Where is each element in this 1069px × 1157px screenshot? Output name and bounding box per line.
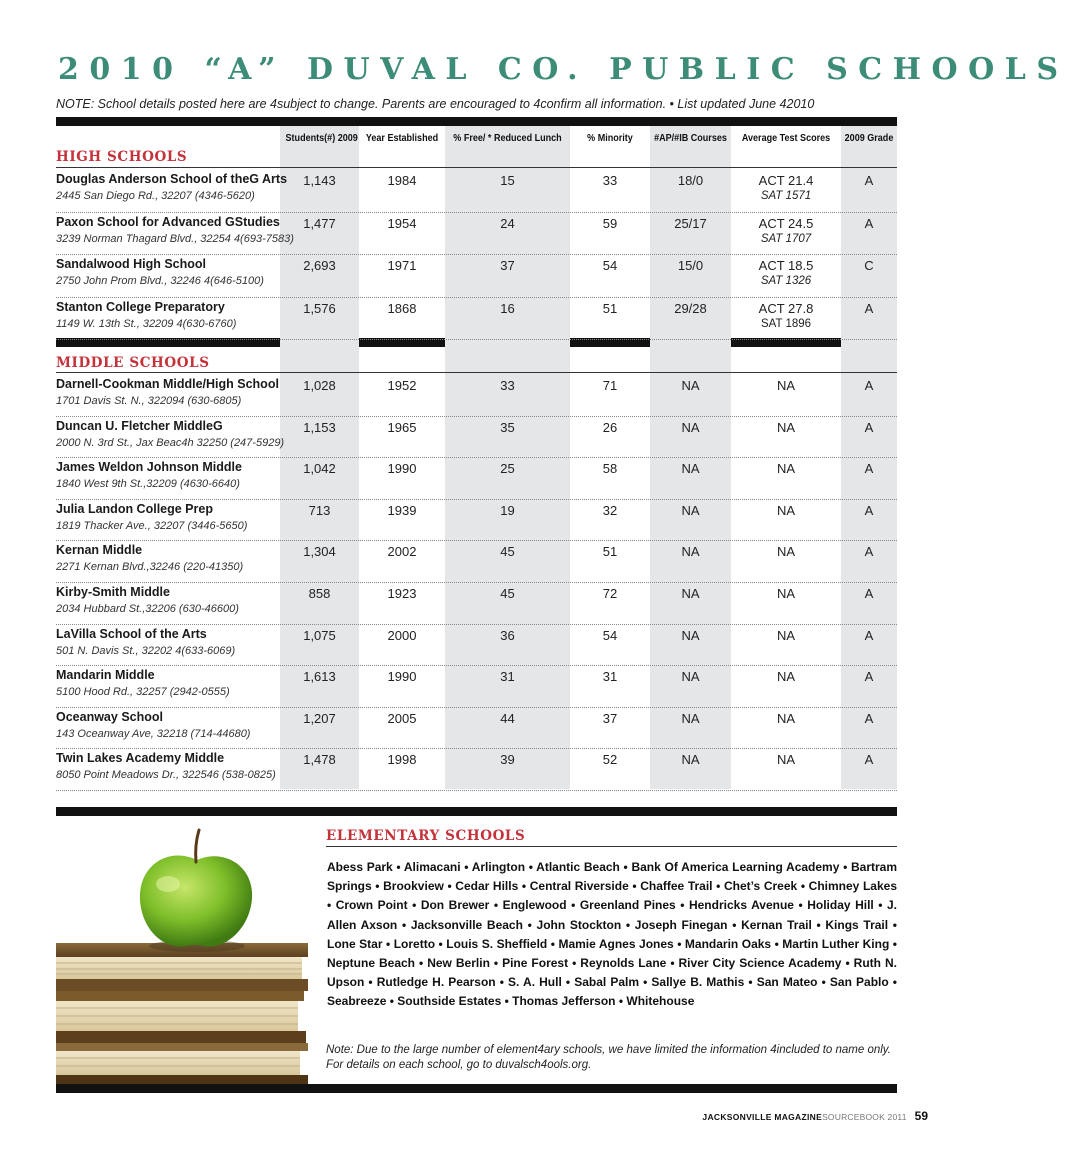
students-cell: 1,304 [303, 544, 336, 560]
score-cell: NA [776, 752, 796, 768]
courses-cell: NA [681, 586, 700, 601]
school-address: 5100 Hood Rd., 32257 (2942-0555) [56, 686, 230, 699]
year-cell: 1965 [387, 419, 417, 435]
year-cell: 1868 [387, 300, 417, 316]
elementary-note: Note: Due to the large number of element4ary schools, we have limited the information 4included to name only. For details on each school, go to duvalsch4ools.org. [326, 1044, 891, 1071]
year-cell: 1954 [387, 215, 417, 231]
school-address: 8050 Point Meadows Dr., 322546 (538-0825) [56, 769, 276, 782]
courses-cell: NA [681, 419, 700, 435]
courses-cell: 29/28 [674, 300, 707, 316]
grade-cell: A [864, 300, 874, 316]
courses-cell: NA [681, 669, 700, 685]
middle-schools-title: MIDDLE SCHOOLS [56, 355, 210, 371]
table-row [56, 170, 897, 213]
grade-cell: A [864, 627, 874, 643]
students-cell: 2,693 [303, 258, 336, 273]
grade-cell: A [864, 544, 874, 560]
minority-cell: 71 [602, 378, 618, 393]
score-cell: NA [776, 627, 796, 643]
lunch-cell: 31 [500, 669, 515, 685]
page-title: 2010 “A” DUVAL CO. PUBLIC SCHOOLS [58, 52, 1069, 87]
score-cell: NA [776, 710, 796, 726]
table-bottom-rule [56, 807, 897, 816]
top-rule [56, 117, 897, 126]
minority-cell: 72 [602, 586, 618, 601]
grade-cell: A [864, 378, 874, 393]
students-cell: 1,042 [303, 461, 336, 477]
year-cell: 1984 [387, 173, 417, 188]
year-cell: 2005 [387, 710, 417, 726]
table-row [56, 625, 897, 667]
table-row [56, 500, 897, 542]
lunch-cell: 36 [500, 627, 515, 643]
lunch-cell: 45 [500, 586, 515, 601]
students-cell: 1,576 [303, 300, 336, 316]
school-name: Sandalwood High School [56, 257, 206, 271]
score-secondary-cell: SAT 1326 [760, 275, 812, 287]
school-address: 143 Oceanway Ave, 32218 (714-44680) [56, 727, 251, 740]
courses-cell: NA [681, 710, 700, 726]
grade-cell: A [864, 461, 874, 477]
table-row [56, 666, 897, 708]
table-row [56, 583, 897, 625]
school-address: 501 N. Davis St., 32202 4(633-6069) [56, 644, 236, 657]
students-cell: 1,207 [303, 710, 336, 726]
score-cell: ACT 21.4 [758, 173, 814, 188]
grade-cell: A [864, 502, 874, 518]
table-row [56, 541, 897, 583]
school-name: Twin Lakes Academy Middle [56, 751, 225, 766]
lunch-cell: 16 [500, 300, 515, 316]
year-cell: 2002 [387, 544, 417, 560]
year-cell: 1952 [387, 378, 417, 393]
courses-cell: NA [681, 544, 700, 560]
school-name: Douglas Anderson School of theG Arts [56, 172, 288, 186]
score-cell: NA [776, 669, 796, 685]
school-address: 1149 W. 13th St., 32209 4(630-6760) [56, 317, 237, 330]
year-cell: 1923 [387, 586, 417, 601]
minority-cell: 51 [602, 544, 618, 560]
col-students: Students(#) 2009 [285, 132, 358, 144]
grade-cell: A [864, 752, 874, 768]
school-address: 2034 Hubbard St.,32206 (630-46600) [56, 603, 239, 615]
table-row [56, 255, 897, 298]
table-row [56, 375, 897, 417]
school-name: Duncan U. Fletcher MiddleG [56, 418, 223, 433]
lunch-cell: 25 [500, 461, 515, 477]
table-row [56, 213, 897, 256]
score-secondary-cell: SAT 1896 [760, 317, 812, 330]
year-cell: 1990 [387, 461, 417, 477]
students-cell: 1,153 [303, 419, 336, 435]
table-row [56, 298, 897, 341]
footer-book: SOURCEBOOK 2011 [822, 1112, 907, 1122]
grade-cell: A [864, 669, 874, 685]
year-cell: 1939 [387, 502, 417, 518]
elementary-bottom-rule [56, 1084, 897, 1093]
school-name: Oceanway School [56, 709, 163, 724]
school-address: 2445 San Diego Rd., 32207 (4346-5620) [56, 190, 255, 202]
school-address: 1840 West 9th St.,32209 (4630-6640) [56, 478, 240, 491]
grade-cell: A [864, 173, 874, 188]
students-cell: 1,477 [303, 215, 336, 231]
score-cell: ACT 27.8 [758, 300, 814, 316]
elementary-schools-list: Abess Park • Alimacani • Arlington • Atlantic Beach • Bank Of America Learning Academy • Bartram Springs • Brookview • Cedar Hills • Central Riverside • Chaffee Trail • Chet’s Creek • Chimney Lakes • Crown Point • Don Brewer • Englewood • Greenland Pines • Hendricks Avenue • Holiday Hill • J. Allen Axson • Jacksonville Beach • John Stockton • Joseph Finegan • Kernan Trail • Kings Trail • Lone Star • Loretto • Louis S. Sheffield • Mamie Agnes Jones • Mandarin Oaks • Martin Luther King • Neptune Beach • New Berlin • Pine Forest • Reynolds Lane • River City Science Academy • Ruth N. Upson • Rutledge H. Pearson • S. A. Hull • Sabal Palm • Sallye B. Mathis • San Mateo • San Pablo • Seabreeze • Southside Estates • Thomas Jefferson • Whitehouse [327, 860, 897, 1009]
lunch-cell: 35 [500, 419, 515, 435]
students-cell: 1,143 [303, 173, 336, 188]
school-name: Stanton College Preparatory [56, 299, 225, 314]
col-courses: #AP/#IB Courses [654, 132, 727, 144]
score-cell: NA [776, 502, 796, 518]
students-cell: 713 [308, 502, 331, 518]
score-cell: ACT 24.5 [758, 215, 814, 231]
footer-magazine: JACKSONVILLE MAGAZINE [702, 1112, 823, 1122]
minority-cell: 52 [602, 752, 618, 768]
minority-cell: 54 [602, 258, 618, 273]
page-number: 59 [914, 1109, 928, 1123]
col-minority: % Minority [587, 132, 633, 144]
row-divider [56, 339, 897, 340]
courses-cell: 15/0 [677, 258, 704, 273]
school-name: Julia Landon College Prep [56, 501, 213, 516]
grade-cell: C [864, 258, 874, 273]
lunch-cell: 45 [500, 544, 515, 560]
disclaimer-note: NOTE: School details posted here are 4subject to change. Parents are encouraged to 4confirm all information. • List updated June 42010 [56, 97, 815, 111]
lunch-cell: 15 [500, 173, 515, 188]
students-cell: 1,478 [303, 752, 336, 768]
year-cell: 1990 [387, 669, 417, 685]
col-grade: 2009 Grade [844, 132, 894, 144]
lunch-cell: 37 [500, 258, 515, 273]
courses-cell: NA [681, 461, 700, 477]
school-address: 3239 Norman Thagard Blvd., 32254 4(693-7583) [56, 232, 294, 245]
school-address: 2000 N. 3rd St., Jax Beac4h 32250 (247-5929) [56, 436, 285, 449]
courses-cell: NA [681, 378, 700, 393]
minority-cell: 37 [602, 710, 618, 726]
school-name: Mandarin Middle [56, 668, 155, 683]
courses-cell: NA [681, 627, 700, 643]
middle-schools-line [56, 372, 897, 373]
school-name: LaVilla School of the Arts [56, 626, 207, 641]
page-footer [702, 1109, 928, 1123]
students-cell: 1,613 [303, 669, 336, 685]
school-name: Kernan Middle [56, 543, 143, 558]
minority-cell: 54 [602, 627, 618, 643]
courses-cell: NA [681, 752, 700, 768]
minority-cell: 58 [602, 461, 618, 477]
lunch-cell: 19 [500, 502, 515, 518]
courses-cell: 18/0 [677, 173, 704, 188]
score-cell: NA [776, 378, 796, 393]
grade-cell: A [864, 586, 874, 601]
year-cell: 1971 [387, 258, 417, 273]
col-year: Year Established [365, 132, 439, 144]
table-row [56, 458, 897, 500]
high-schools-line [56, 167, 897, 168]
students-cell: 858 [308, 586, 331, 601]
table-row [56, 749, 897, 791]
score-cell: NA [776, 544, 796, 560]
year-cell: 1998 [387, 752, 417, 768]
col-lunch: % Free/ * Reduced Lunch [453, 132, 562, 144]
table-row [56, 708, 897, 750]
lunch-cell: 44 [500, 710, 515, 726]
lunch-cell: 33 [500, 378, 515, 393]
minority-cell: 26 [602, 419, 618, 435]
apple-books-image [56, 818, 308, 1084]
elementary-schools-line [326, 846, 897, 847]
minority-cell: 59 [602, 215, 618, 231]
minority-cell: 32 [602, 502, 618, 518]
grade-cell: A [864, 215, 874, 231]
score-cell: NA [776, 419, 796, 435]
students-cell: 1,075 [303, 627, 336, 643]
score-cell: NA [776, 586, 796, 601]
table-row [56, 417, 897, 459]
minority-cell: 51 [602, 300, 618, 316]
school-address: 1819 Thacker Ave., 32207 (3446-5650) [56, 519, 248, 532]
elementary-schools-title: ELEMENTARY SCHOOLS [326, 828, 526, 844]
courses-cell: NA [681, 502, 700, 518]
year-cell: 2000 [387, 627, 417, 643]
students-cell: 1,028 [303, 378, 336, 393]
school-address: 2271 Kernan Blvd.,32246 (220-41350) [56, 561, 244, 574]
lunch-cell: 24 [500, 215, 515, 231]
score-cell: ACT 18.5 [758, 258, 814, 273]
grade-cell: A [864, 419, 874, 435]
lunch-cell: 39 [500, 752, 515, 768]
courses-cell: 25/17 [674, 215, 707, 231]
school-name: Paxon School for Advanced GStudies [56, 214, 280, 229]
col-scores: Average Test Scores [741, 132, 831, 144]
apple-on-books-illustration [56, 818, 308, 1084]
minority-cell: 33 [602, 173, 618, 188]
school-address: 1701 Davis St. N., 322094 (630-6805) [56, 395, 242, 407]
grade-cell: A [864, 710, 874, 726]
school-name: James Weldon Johnson Middle [56, 460, 242, 475]
score-secondary-cell: SAT 1571 [760, 190, 812, 202]
high-schools-title: HIGH SCHOOLS [56, 149, 188, 165]
score-secondary-cell: SAT 1707 [760, 232, 812, 245]
school-name: Darnell-Cookman Middle/High School [56, 377, 279, 391]
school-address: 2750 John Prom Blvd., 32246 4(646-5100) [56, 275, 264, 287]
score-cell: NA [776, 461, 796, 477]
row-divider [56, 790, 897, 791]
school-name: Kirby-Smith Middle [56, 585, 170, 599]
minority-cell: 31 [602, 669, 618, 685]
